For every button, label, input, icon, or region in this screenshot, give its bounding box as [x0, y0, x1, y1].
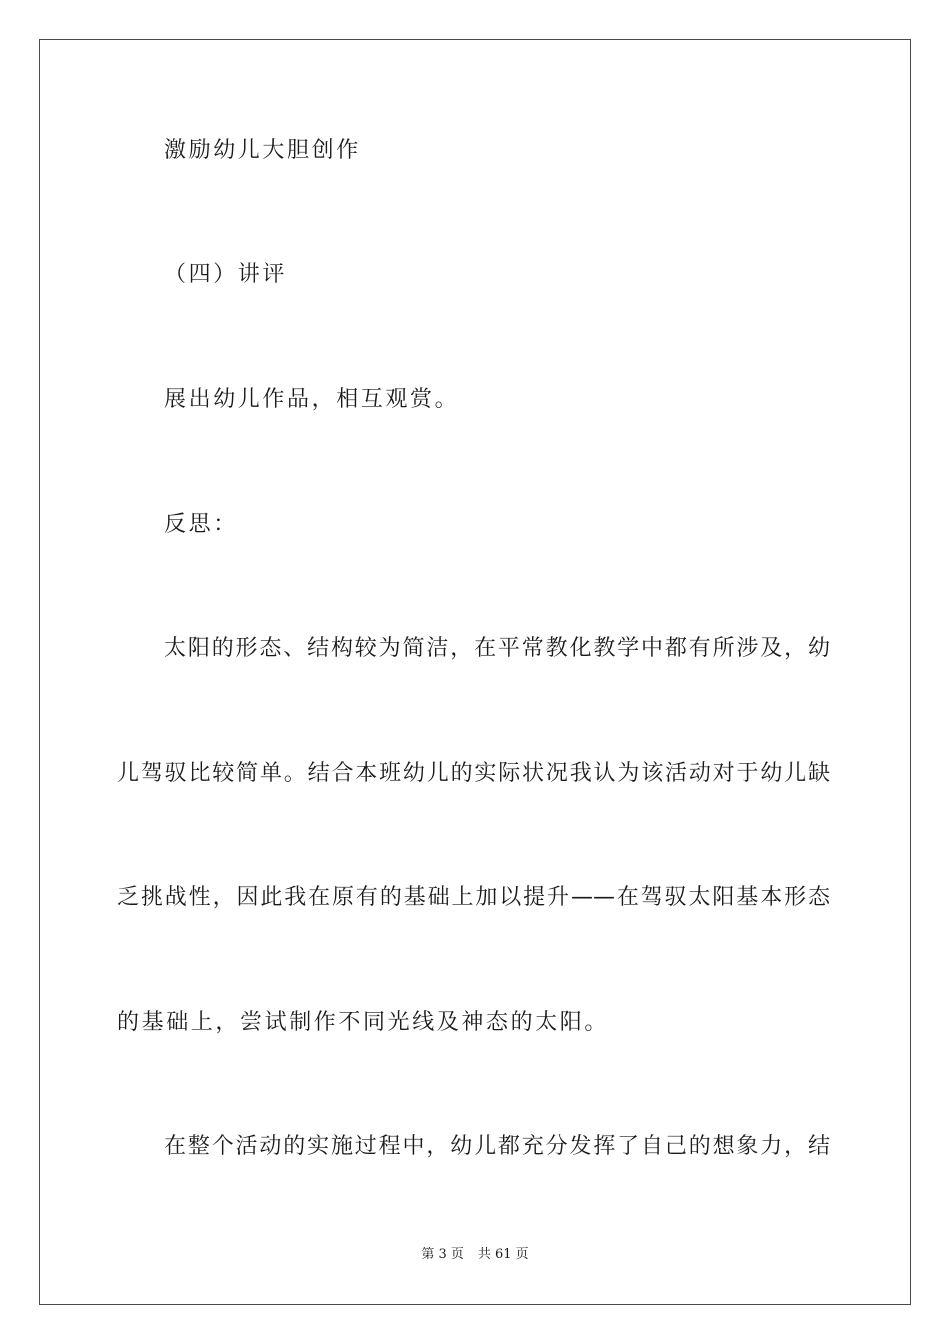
- paragraph-line-9-text: 在整个活动的实施过程中，幼儿都充分发挥了自己的想象力，结: [164, 1134, 830, 1159]
- page-total: 共 61 页: [477, 1247, 529, 1262]
- paragraph-line-5-text: 太阳的形态、结构较为简洁，在平常教化教学中都有所涉及，幼: [164, 636, 830, 661]
- paragraph-line-7: [0, 883, 950, 913]
- paragraph-line-5: [0, 634, 950, 664]
- paragraph-line-6: [0, 759, 950, 789]
- page-number: 第 3 页: [421, 1247, 464, 1262]
- page-border: [39, 39, 911, 1305]
- section-heading: （四）讲评: [164, 262, 288, 287]
- reflection-heading: 反思：: [164, 512, 238, 537]
- paragraph-line-6-text: 儿驾驭比较简单。结合本班幼儿的实际状况我认为该活动对于幼儿缺: [117, 761, 830, 786]
- page-footer: [0, 1246, 950, 1264]
- paragraph-line-7-text: 乏挑战性，因此我在原有的基础上加以提升——在驾驭太阳基本形态: [117, 885, 830, 910]
- paragraph-line-9: [0, 1132, 950, 1162]
- paragraph-line-8: 的基础上，尝试制作不同光线及神态的太阳。: [117, 1010, 610, 1035]
- paragraph-line-1: 激励幼儿大胆创作: [164, 138, 361, 163]
- paragraph-line-3: 展出幼儿作品，相互观赏。: [164, 387, 460, 412]
